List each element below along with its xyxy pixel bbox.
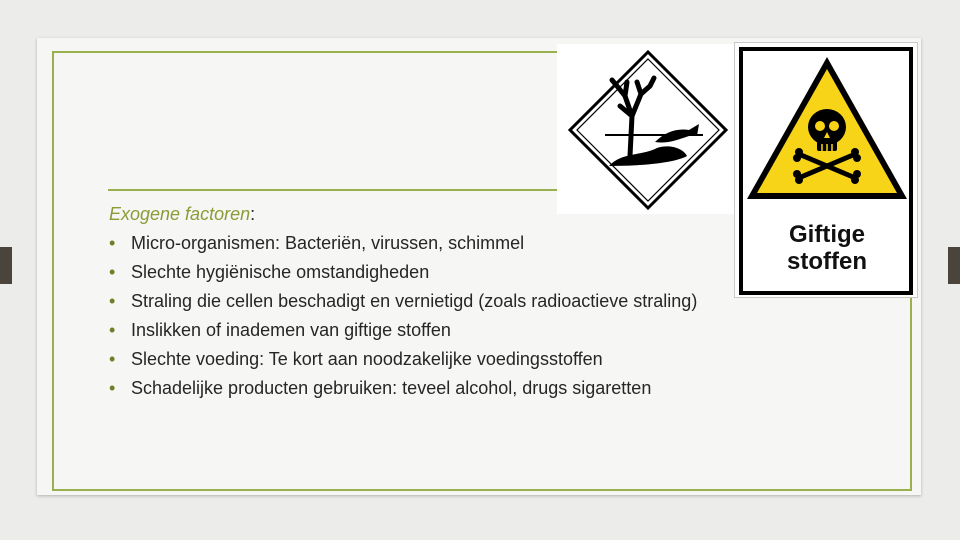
bullet-glyph: •: [109, 262, 116, 282]
list-item-text: Slechte voeding: Te kort aan noodzakelijke voedingsstoffen: [131, 349, 603, 369]
bullet-glyph: •: [109, 349, 116, 369]
section-heading: [109, 202, 789, 226]
bullet-glyph: •: [109, 233, 116, 253]
list-item: [109, 347, 789, 371]
bullet-glyph: •: [109, 378, 116, 398]
list-item: [109, 289, 789, 313]
list-item-text: Schadelijke producten gebruiken: teveel alcohol, drugs sigaretten: [131, 378, 652, 398]
slide: [37, 38, 921, 495]
list-item-text: Inslikken of inademen van giftige stoffen: [131, 320, 451, 340]
list-item: [109, 231, 789, 255]
bullet-list: [109, 231, 789, 400]
left-edge-bar: [0, 247, 12, 284]
list-item: [109, 318, 789, 342]
toxic-sign-line2: stoffen: [787, 248, 867, 275]
heading-colon: :: [250, 204, 256, 224]
heading-text: Exogene factoren: [109, 204, 251, 224]
list-item: [109, 260, 789, 284]
list-item-text: Slechte hygiënische omstandigheden: [131, 262, 430, 282]
bullet-glyph: •: [109, 320, 116, 340]
right-edge-bar: [948, 247, 960, 284]
slide-body: [109, 202, 789, 405]
list-item-text: Straling die cellen beschadigt en vernietigd (zoals radioactieve straling): [131, 291, 698, 311]
list-item: [109, 376, 789, 400]
bullet-glyph: •: [109, 291, 116, 311]
environmental-hazard-icon: [557, 44, 741, 214]
toxic-sign-line1: Giftige: [789, 221, 865, 248]
list-item-text: Micro-organismen: Bacteriën, virussen, schimmel: [131, 233, 525, 253]
